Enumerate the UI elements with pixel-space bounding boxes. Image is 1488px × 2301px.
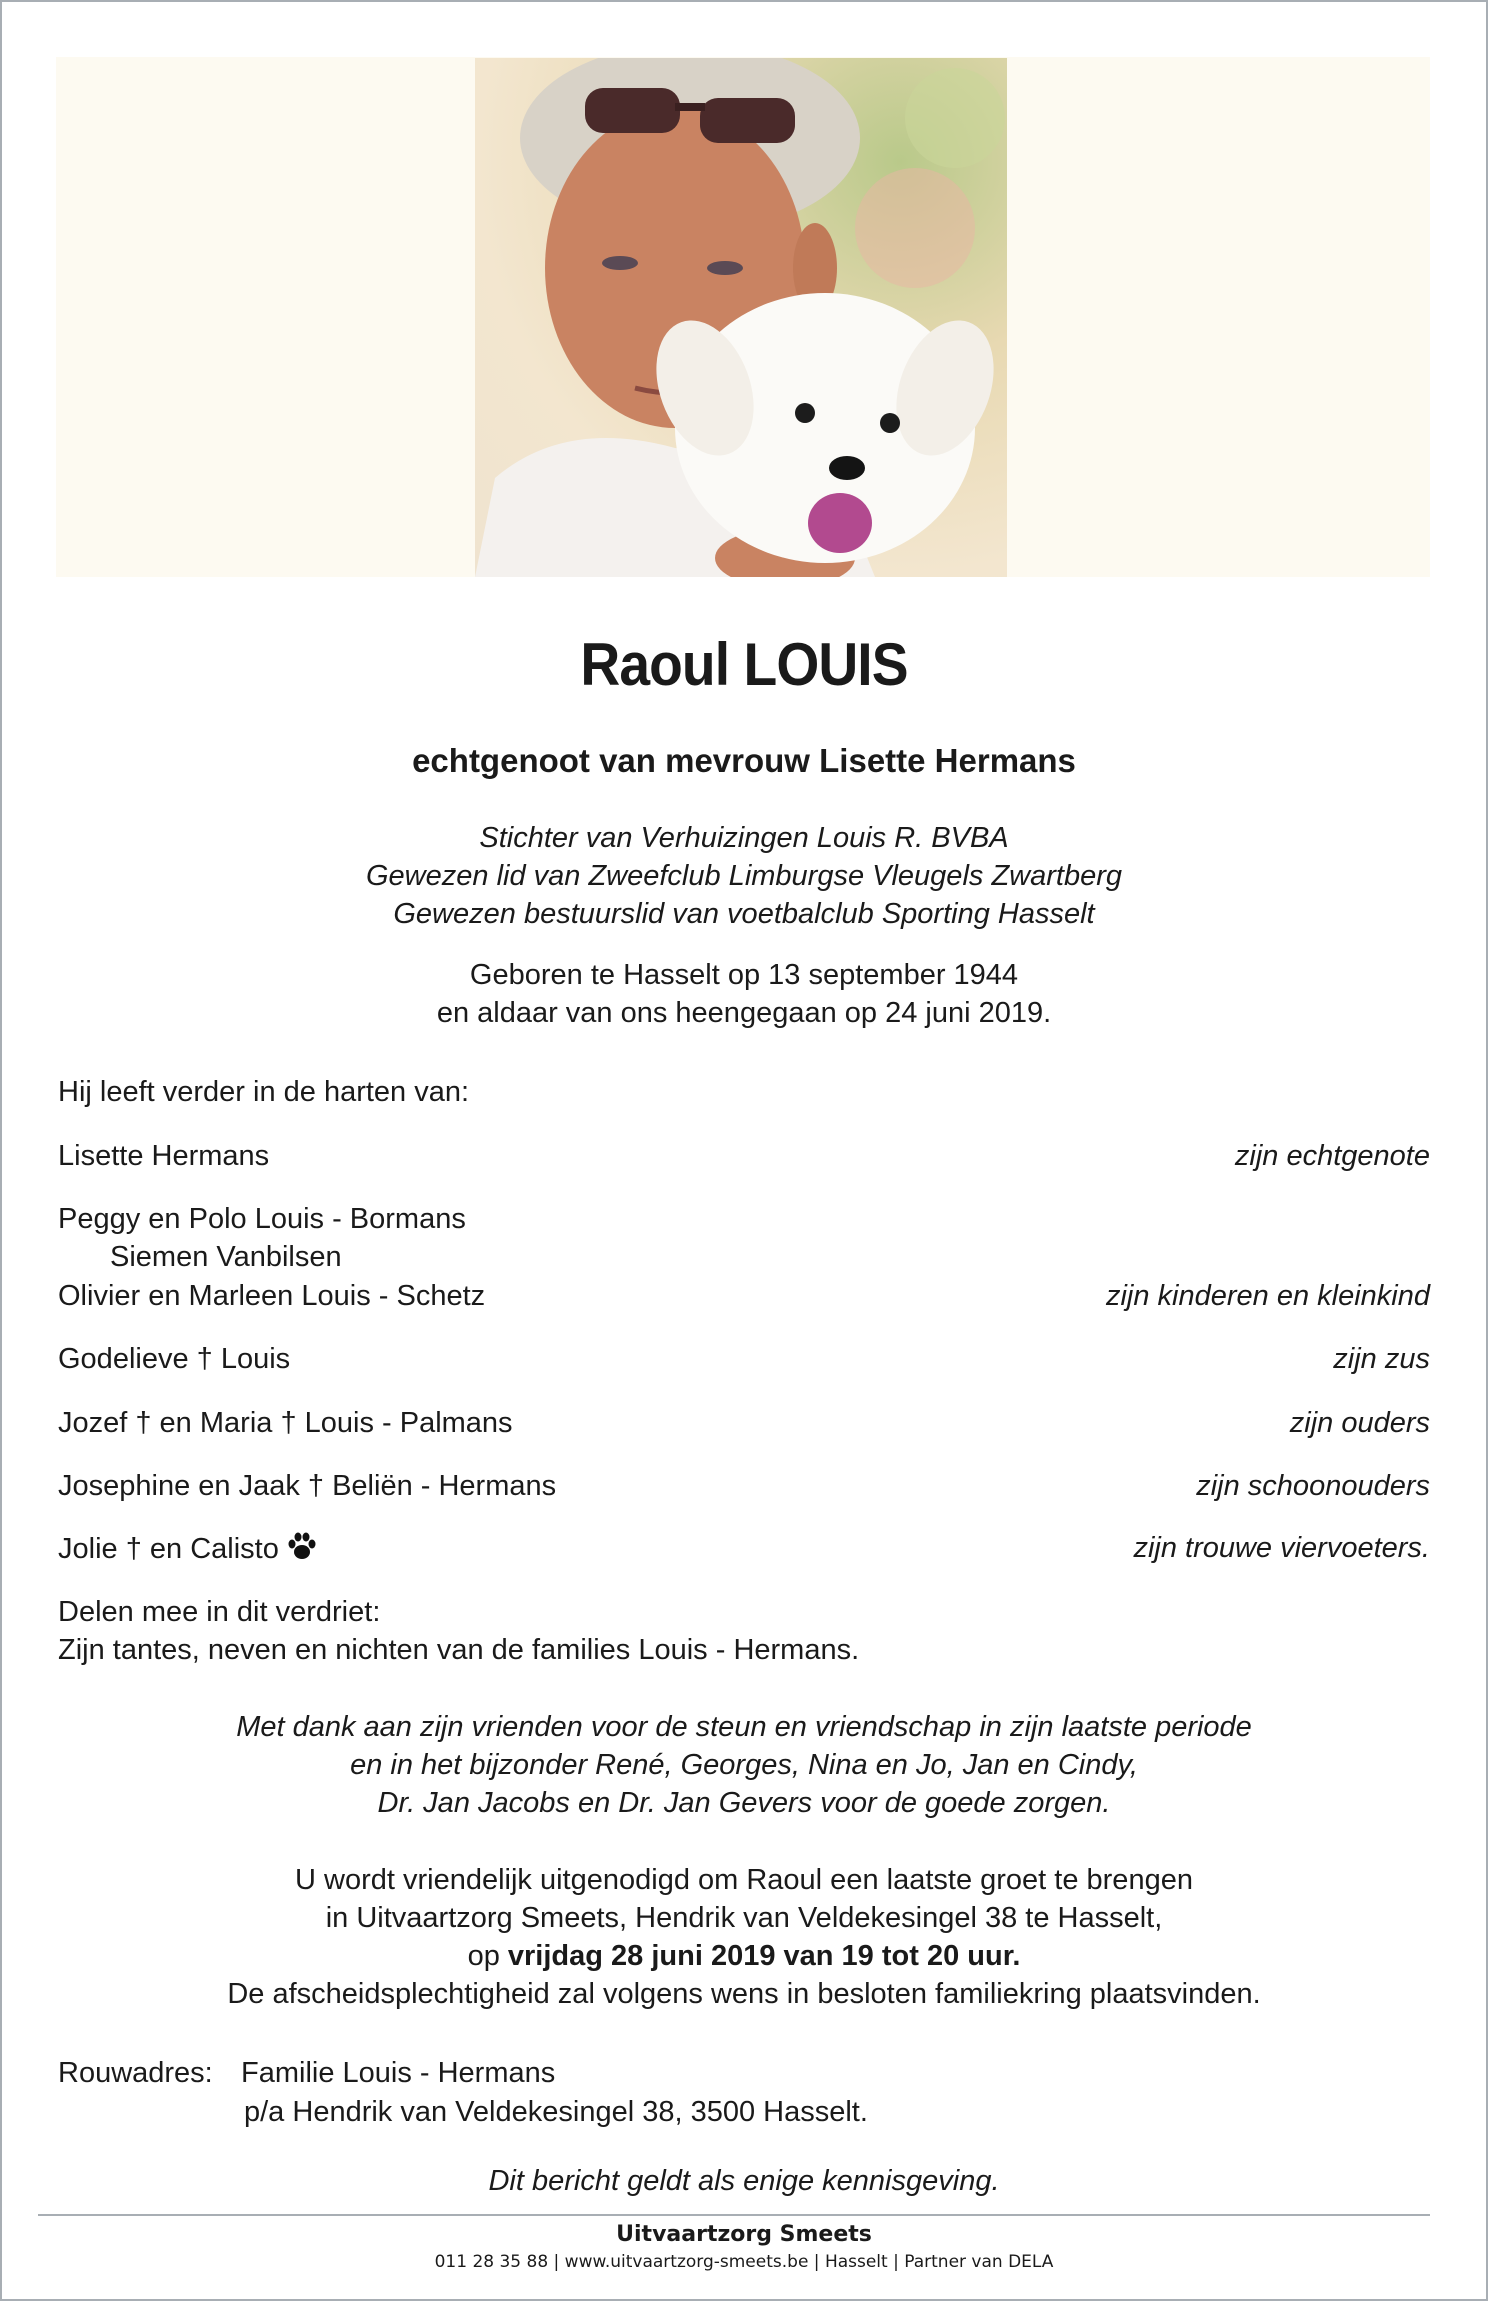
invitation-line: in Uitvaartzorg Smeets, Hendrik van Veldekesingel 38 te Hasselt, (325, 1902, 1163, 1934)
family-relation: zijn echtgenote (1234, 1140, 1430, 1172)
birth-line: Geboren te Hasselt op 13 september 1944 (469, 959, 1019, 991)
closing-line: Dit bericht geldt als enige kennisgeving. (488, 2165, 1000, 2197)
address-line: p/a Hendrik van Veldekesingel 38, 3500 Hasselt. (244, 2096, 868, 2128)
role-line: Stichter van Verhuizingen Louis R. BVBA (479, 822, 1009, 854)
intro-line: Hij leeft verder in de harten van: (58, 1076, 470, 1108)
family-names: Lisette Hermans (58, 1140, 270, 1172)
family-names: Olivier en Marleen Louis - Schetz (58, 1280, 486, 1312)
family-relation: zijn kinderen en kleinkind (1105, 1280, 1430, 1312)
family-names: Jolie † en Calisto (58, 1533, 279, 1565)
thanks-line: en in het bijzonder René, Georges, Nina en Jo, Jan en Cindy, (350, 1749, 1138, 1781)
funeral-home-contact: 011 28 35 88 | www.uitvaartzorg-smeets.be | Hasselt | Partner van DELA (434, 2252, 1054, 2272)
visitation-time (0, 1940, 1488, 1973)
family-relation: zijn zus (1333, 1343, 1430, 1375)
family-names: Josephine en Jaak † Beliën - Hermans (58, 1470, 557, 1502)
invitation-line: U wordt vriendelijk uitgenodigd om Raoul een laatste groet te brengen (295, 1864, 1193, 1896)
invitation-line: De afscheidsplechtigheid zal volgens wens in besloten familiekring plaatsvinden. (227, 1978, 1261, 2010)
family-relation: zijn trouwe viervoeters. (1133, 1532, 1430, 1564)
funeral-home-name: Uitvaartzorg Smeets (616, 2222, 872, 2247)
death-line: en aldaar van ons heengegaan op 24 juni 2019. (436, 997, 1052, 1029)
family-names: Peggy en Polo Louis - Bormans (58, 1203, 466, 1235)
family-names: Jozef † en Maria † Louis - Palmans (58, 1407, 513, 1439)
role-line: Gewezen bestuurslid van voetbalclub Sporting Hasselt (393, 898, 1095, 930)
thanks-line: Dr. Jan Jacobs en Dr. Jan Gevers voor de goede zorgen. (377, 1787, 1111, 1819)
sharing-text: Zijn tantes, neven en nichten van de families Louis - Hermans. (58, 1634, 860, 1666)
family-relation: zijn ouders (1289, 1407, 1430, 1439)
family-relation: zijn schoonouders (1196, 1470, 1430, 1502)
paw-icon (287, 1532, 317, 1568)
deceased-name: Raoul LOUIS (580, 631, 908, 698)
visitation-date: vrijdag 28 juni 2019 van 19 tot 20 uur. (507, 1940, 1021, 1972)
portrait-photo (475, 58, 1007, 577)
footer-divider (38, 2214, 1430, 2216)
family-names: Godelieve † Louis (58, 1343, 291, 1375)
family-names: Siemen Vanbilsen (110, 1241, 342, 1273)
address-label: Rouwadres: (58, 2057, 213, 2089)
sharing-heading: Delen mee in dit verdriet: (58, 1596, 381, 1628)
address-line: Familie Louis - Hermans (241, 2057, 556, 2089)
thanks-line: Met dank aan zijn vrienden voor de steun en vriendschap in zijn laatste periode (236, 1711, 1252, 1743)
spouse-line: echtgenoot van mevrouw Lisette Hermans (412, 742, 1076, 779)
visitation-prefix: op (467, 1940, 508, 1972)
role-line: Gewezen lid van Zweefclub Limburgse Vleugels Zwartberg (366, 860, 1122, 892)
family-entry (58, 1532, 317, 1568)
